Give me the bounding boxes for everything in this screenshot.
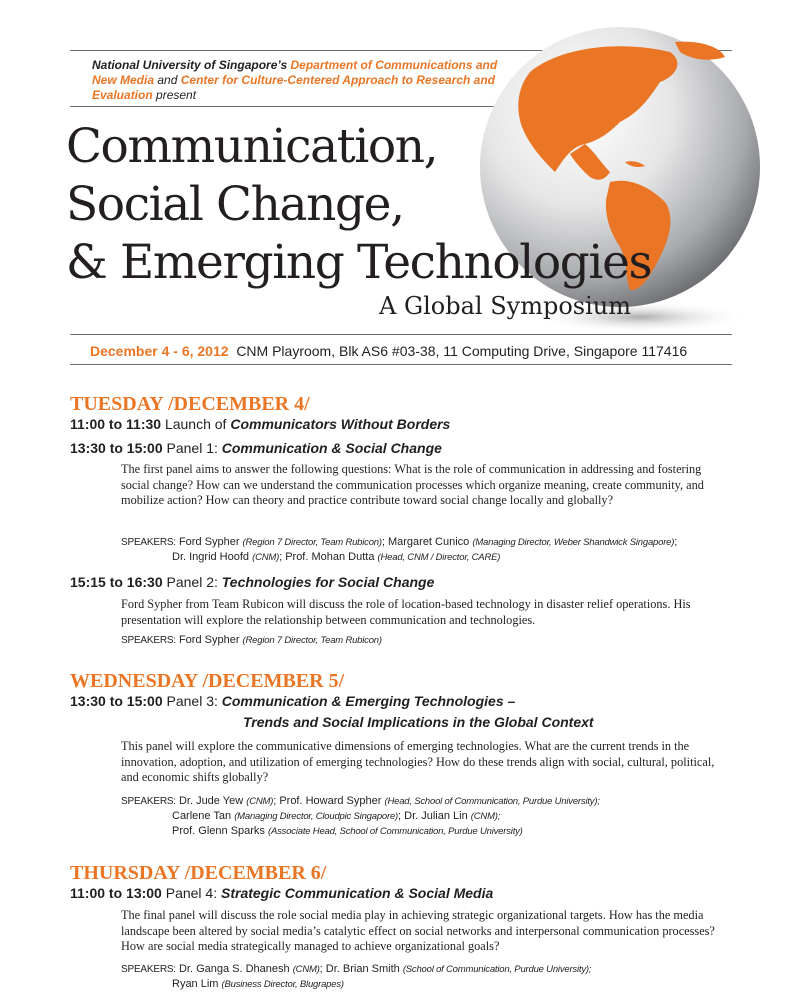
event-top-rule xyxy=(70,334,732,335)
speaker-affiliation: (CNM) xyxy=(292,964,320,975)
session-panel-2 xyxy=(70,574,434,590)
event-details xyxy=(90,343,687,359)
session-panel-3-title-cont xyxy=(243,714,594,730)
center-name: Center for Culture-Centered Approach to Research and Evaluation xyxy=(92,73,496,102)
speaker-name: ; Margaret Cunico xyxy=(381,536,470,548)
speaker-affiliation: (CNM) xyxy=(246,796,274,807)
speaker-name: ; Prof. Howard Sypher xyxy=(273,795,382,807)
session-title: Communication & Emerging Technologies – xyxy=(221,693,516,709)
speaker-affiliation: (Region 7 Director, Team Rubicon) xyxy=(242,537,382,548)
speaker-affiliation: (Head, School of Communication, Purdue University); xyxy=(384,796,600,807)
speaker-name: Ford Sypher xyxy=(178,536,240,548)
speaker-affiliation: (Managing Director, Weber Shandwick Singapore) xyxy=(472,537,675,548)
session-prefix: Panel 3: xyxy=(166,693,218,709)
panel-4-description: The final panel will discuss the role social media play in achieving strategic organizational targets. How has the media landscape been altered by social media’s catalytic effect on social networks and interpersonal communication processes? How are social media strategically managed to achieve organizational goals? xyxy=(121,908,715,953)
panel-4-speakers xyxy=(121,962,741,992)
speaker-name: ; Dr. Julian Lin xyxy=(398,810,468,822)
panel-3-speakers xyxy=(121,794,741,839)
session-time: 15:15 to 16:30 xyxy=(70,574,163,590)
session-panel-4 xyxy=(70,885,493,901)
speaker-name: ; Dr. Brian Smith xyxy=(319,963,400,975)
speaker-name: ; Prof. Mohan Dutta xyxy=(279,551,375,563)
session-time: 11:00 to 13:00 xyxy=(70,885,162,901)
university-name: National University of Singapore’s xyxy=(92,58,288,72)
speakers-label: SPEAKERS: xyxy=(121,796,176,807)
speaker-affiliation: (Head, CNM / Director, CARE) xyxy=(377,552,501,563)
title-line-2: Social Change, xyxy=(66,177,404,232)
day-heading-tuesday: TUESDAY /DECEMBER 4/ xyxy=(70,393,310,415)
panel-2-speakers xyxy=(121,633,741,648)
panel-1-speakers: SPEAKERS: Ford Sypher (Region 7 Director, Team Rubicon); Margaret Cunico (Managing Director, Weber Shandwick Singapore); Dr. Ingrid Hoofd (CNM); Prof. Mohan Dutta (Head, CNM / Director, CARE) xyxy=(121,536,678,563)
speaker-affiliation: (Managing Director, Cloudpic Singapore) xyxy=(234,811,399,822)
speaker-name: Prof. Glenn Sparks xyxy=(172,825,265,837)
session-panel-1 xyxy=(70,440,442,456)
session-title: Communication & Social Change xyxy=(221,440,442,456)
session-prefix: Panel 4: xyxy=(165,885,218,901)
speaker-affiliation: (Business Director, Blugrapes) xyxy=(221,979,344,990)
speaker-name: Carlene Tan xyxy=(172,810,232,822)
title-line-1: Communication, xyxy=(66,119,438,174)
session-time: 13:30 to 15:00 xyxy=(70,440,163,456)
speakers-label: SPEAKERS: xyxy=(121,964,176,975)
symposium-title xyxy=(66,118,651,292)
speaker-name: Dr. Ingrid Hoofd xyxy=(172,551,250,563)
speaker-affiliation: (School of Communication, Purdue University); xyxy=(402,964,592,975)
session-title: Technologies for Social Change xyxy=(221,574,435,590)
speaker-name: Dr. Jude Yew xyxy=(178,795,244,807)
session-title: Communicators Without Borders xyxy=(230,416,451,432)
session-panel-3 xyxy=(70,693,515,709)
presenters-line xyxy=(92,58,512,103)
panel-2-description: Ford Sypher from Team Rubicon will discuss the role of location-based technology in disaster relief operations. His presentation will explore the relationship between communication and technologies. xyxy=(121,597,691,627)
session-title-continued: Trends and Social Implications in the Global Context xyxy=(243,714,594,730)
speaker-name: Ryan Lim xyxy=(172,978,219,990)
symposium-subtitle: A Global Symposium xyxy=(379,292,632,320)
speaker-affiliation: (CNM); xyxy=(470,811,501,822)
event-bottom-rule xyxy=(70,364,732,365)
and-text: and xyxy=(157,73,178,87)
session-launch xyxy=(70,416,450,432)
present-text: present xyxy=(156,88,197,102)
panel-1-description: The first panel aims to answer the following questions: What is the role of communication in addressing and fostering social change? How can we understand the communication processes which organize meaning, create community, and mobilize action? How can theory and practice contribute toward social change locally and globally? xyxy=(121,462,704,507)
speakers-label: SPEAKERS: xyxy=(121,635,176,646)
session-time: 11:00 to 11:30 xyxy=(70,416,162,432)
event-dates: December 4 - 6, 2012 xyxy=(90,343,229,359)
session-title: Strategic Communication & Social Media xyxy=(221,885,494,901)
session-prefix: Panel 2: xyxy=(166,574,218,590)
speaker-affiliation: (Associate Head, School of Communication, Purdue University) xyxy=(268,826,523,837)
speaker-name: Ford Sypher xyxy=(178,634,240,646)
speaker-name: Dr. Ganga S. Dhanesh xyxy=(178,963,290,975)
event-venue: CNM Playroom, Blk AS6 #03-38, 11 Computing Drive, Singapore 117416 xyxy=(236,343,688,359)
department-name: Department of Communications and New Media xyxy=(92,58,498,87)
session-prefix: Panel 1: xyxy=(166,440,218,456)
day-heading-wednesday: WEDNESDAY /DECEMBER 5/ xyxy=(70,670,345,692)
session-time: 13:30 to 15:00 xyxy=(70,693,163,709)
panel-3-description: This panel will explore the communicative dimensions of emerging technologies. What are the current trends in the innovation, adoption, and utilization of emerging technologies? How do these trends align with social, cultural, political, and economic shifts globally? xyxy=(121,739,715,784)
day-heading-thursday: THURSDAY /DECEMBER 6/ xyxy=(70,862,327,884)
session-prefix: Launch of xyxy=(164,416,227,432)
speakers-label: SPEAKERS: xyxy=(121,537,176,548)
title-line-3: & Emerging Technologies xyxy=(66,235,652,290)
speaker-affiliation: (Region 7 Director, Team Rubicon) xyxy=(242,635,382,646)
speaker-affiliation: (CNM) xyxy=(252,552,280,563)
